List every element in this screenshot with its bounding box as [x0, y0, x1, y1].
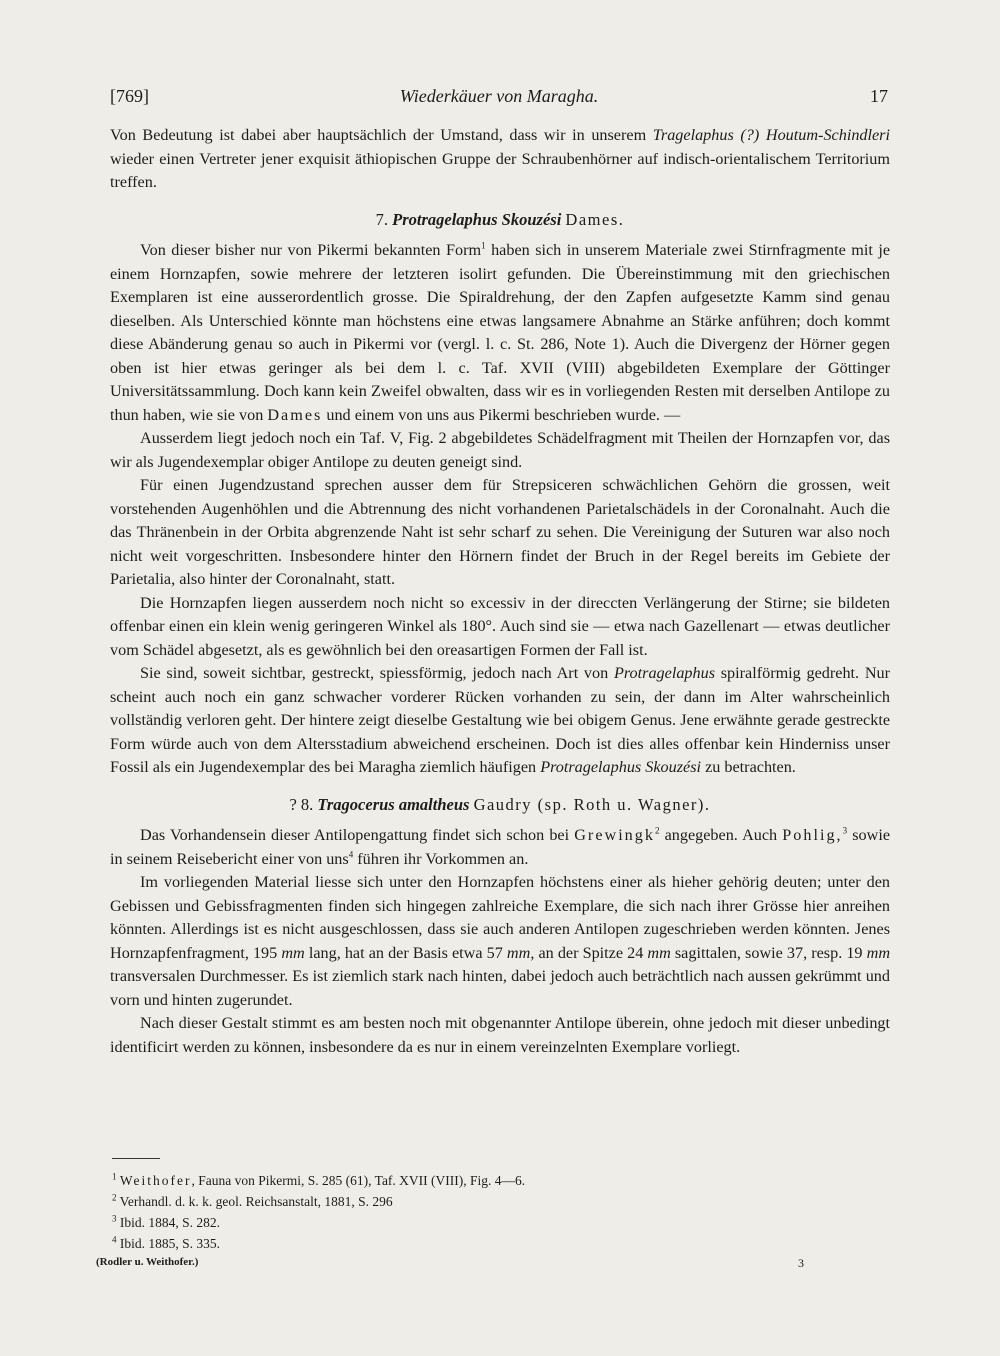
paragraph: [110, 662, 890, 780]
text-run: transversalen Durchmesser. Es ist ziemlich stark nach hinten, dabei jedoch auch beträchtlich nach aussen gekrümmt und vorn und hinten zugerundet.: [110, 967, 890, 1009]
paragraph: Ausserdem liegt jedoch noch ein Taf. V, Fig. 2 abgebildetes Schädelfragment mit Theilen der Hornzapfen vor, das wir als Jugendexemplar obiger Antilope zu deuten geneigt sind.: [110, 429, 890, 471]
author-name: Pohlig,: [782, 826, 843, 844]
footnote-divider: [112, 1158, 160, 1159]
footnote-number: 1: [112, 1171, 117, 1182]
author-name: Dames: [267, 405, 323, 424]
author-name: Weithofer: [119, 1173, 192, 1188]
page-bracket-number: [769]: [110, 86, 149, 106]
author-name: Grewingk: [574, 826, 655, 844]
unit: mm: [281, 943, 305, 962]
running-header: [110, 86, 888, 110]
paragraph: [110, 239, 890, 427]
section-number: ? 8.: [289, 794, 314, 814]
section-author: Dames.: [565, 209, 625, 229]
paragraph: [110, 824, 890, 871]
text-run: lang, hat an der Basis etwa 57: [304, 943, 507, 962]
footnote-text: , Fauna von Pikermi, S. 285 (61), Taf. XVII (VIII), Fig. 4—6.: [191, 1173, 526, 1188]
text-run: Das Vorhandensein dieser Antilopengattung findet sich schon bei: [140, 826, 575, 844]
running-title: Wiederkäuer von Maragha.: [399, 86, 599, 106]
text-run: Sie sind, soweit sichtbar, gestreckt, spiessförmig, jedoch nach Art von: [140, 664, 614, 682]
section-taxon: Protragelaphus Skouzési: [392, 209, 562, 229]
footnote-ref: 1: [481, 240, 486, 251]
text-run: , an der Spitze 24: [530, 943, 648, 962]
footnotes: [112, 1170, 812, 1254]
footnote-number: 3: [112, 1213, 117, 1224]
sheet-number: 3: [798, 1256, 804, 1270]
paragraph: Nach dieser Gestalt stimmt es am besten noch mit obgenannter Antilope überein, ohne jedoch mit dieser unbedingt identificirt werden zu können, insbesondere da es nur in einem vereinzelnten Exemplare vorliegt.: [110, 1014, 890, 1056]
section-taxon: Tragocerus amaltheus: [317, 794, 470, 814]
text-run: Von dieser bisher nur von Pikermi bekannten Form: [140, 241, 482, 259]
unit: mm: [866, 943, 891, 962]
text-run: führen ihr Vorkommen an.: [353, 849, 529, 868]
text-run: angegeben. Auch: [659, 826, 783, 844]
footnote-number: 2: [112, 1192, 117, 1203]
text-run: zu betrachten.: [701, 758, 796, 776]
section-number: 7.: [375, 209, 388, 229]
footnote-number: 4: [112, 1234, 117, 1245]
text-run: haben sich in unserem Materiale zwei Stirnfragmente mit je einem Hornzapfen, sowie mehrere der letzteren isolirt gefunden. Die Übereinstimmung mit den griechischen Exemplaren ist eine ausserordentlich grosse. Die Spiraldrehung, der den Zapfen aufgesetzte Kamm sind genau dieselben. Als Unterschied könnte man höchstens eine etwas langsamere Abnahme an Stärke anführen; doch kommt diese Abänderung genau so auch in Pikermi vor (vergl. l. c. St. 286, Note 1). Auch die Divergenz der Hörner gegen oben ist hier etwas geringer als bei dem l. c. Taf. XVII (VIII) abgebildeten Exemplare der Göttinger Universitätssammlung. Doch kann kein Zweifel obwalten, dass wir es in vorliegenden Resten mit derselben Antilope zu thun haben, wie sie von: [110, 241, 891, 424]
paragraph: Die Hornzapfen liegen ausserdem noch nicht so excessiv in der direccten Verlängerung der Stirne; sie bildeten offenbar einen ein klein wenig geringeren Winkel als 180°. Auch sind sie — etwa nach Gazellenart — etwas deutlicher vom Schädel abgesetzt, als es gewöhnlich bei den oreasartigen Formen der Fall ist.: [110, 593, 890, 659]
sheet-signature: (Rodler u. Weithofer.): [96, 1256, 199, 1268]
footnote-text: Ibid. 1885, S. 335.: [119, 1236, 221, 1251]
text-run: wieder einen Vertreter jener exquisit äthiopischen Gruppe der Schraubenhörner auf indisch-orientalischem Territorium treffen.: [110, 149, 890, 191]
unit: mm: [647, 943, 671, 962]
unit: mm: [506, 943, 531, 962]
page-number: 17: [870, 86, 888, 106]
section-author: Gaudry (sp. Roth u. Wagner).: [473, 794, 711, 814]
text-run: sowie in seinem Reisebericht einer von uns: [110, 826, 891, 868]
footnote-ref: 4: [348, 849, 354, 860]
taxon-name: Protragelaphus: [613, 664, 715, 682]
text-run: Im vorliegenden Material liesse sich unter den Hornzapfen höchstens einer als hieher gehörig deuten; unter den Gebissen und Gebissfragmenten finden sich hingegen zahlreiche Exemplare, die sich nach ihrer Grösse hier anreihen könnten. Allerdings ist es nicht ausgeschlossen, dass sie auch anderen Antilopen zugeschrieben werden könnten. Jenes Hornzapfenfragment, 195: [110, 873, 890, 962]
text-run: spiralförmig gedreht. Nur scheint auch noch ein ganz schwacher vorderer Rücken vorhanden zu sein, der dann im Alter wahrscheinlich vollständig verloren geht. Der hintere zeigt dieselbe Gestaltung wie bei obigem Genus. Jene erwähnte gerade gestreckte Form würde auch von dem Altersstadium abweichend erscheinen. Doch ist dies alles offenbar kein Hinderniss unser Fossil als ein Jugendexemplar des bei Maragha ziemlich häufigen: [110, 664, 891, 776]
footnote-text: Verhandl. d. k. k. geol. Reichsanstalt, 1881, S. 296: [119, 1194, 393, 1209]
taxon-name: Tragelaphus (?) Houtum-Schindleri: [652, 126, 890, 144]
footnote-text: Ibid. 1884, S. 282.: [119, 1215, 221, 1230]
footnote-ref: 2: [654, 825, 660, 836]
footnote: [112, 1191, 812, 1212]
footnote: [112, 1233, 812, 1254]
paragraph: Für einen Jugendzustand sprechen ausser dem für Strepsiceren schwächlichen Gehörn die grossen, weit vorstehenden Augenhöhlen und die Abtrennung des nicht vorhandenen Parietalschädels in der Coronalnaht. Auch die das Thränenbein in der Orbita abgrenzende Naht ist sehr scharf zu sehen. Die Vereinigung der Suturen war also noch nicht weit vorgeschritten. Insbesondere hinter den Hörnern findet der Bruch in der Regel bereits im Gebiete der Parietalia, also hinter der Coronalnaht, statt.: [110, 476, 890, 588]
text-run: Von Bedeutung ist dabei aber hauptsächlich der Umstand, dass wir in unserem: [110, 126, 653, 144]
paragraph-intro: [110, 124, 890, 195]
taxon-name: Protragelaphus Skouzési: [540, 758, 702, 776]
footnote: [112, 1170, 812, 1191]
section-heading-8: [110, 793, 890, 817]
text-run: sagittalen, sowie 37, resp. 19: [670, 943, 867, 962]
footnote: [112, 1212, 812, 1233]
section-heading-7: [110, 208, 890, 232]
text-run: und einem von uns aus Pikermi beschrieben wurde. —: [322, 405, 681, 424]
paragraph: [110, 871, 890, 1012]
footnote-ref: 3: [842, 825, 848, 836]
body-text: [110, 124, 890, 1059]
